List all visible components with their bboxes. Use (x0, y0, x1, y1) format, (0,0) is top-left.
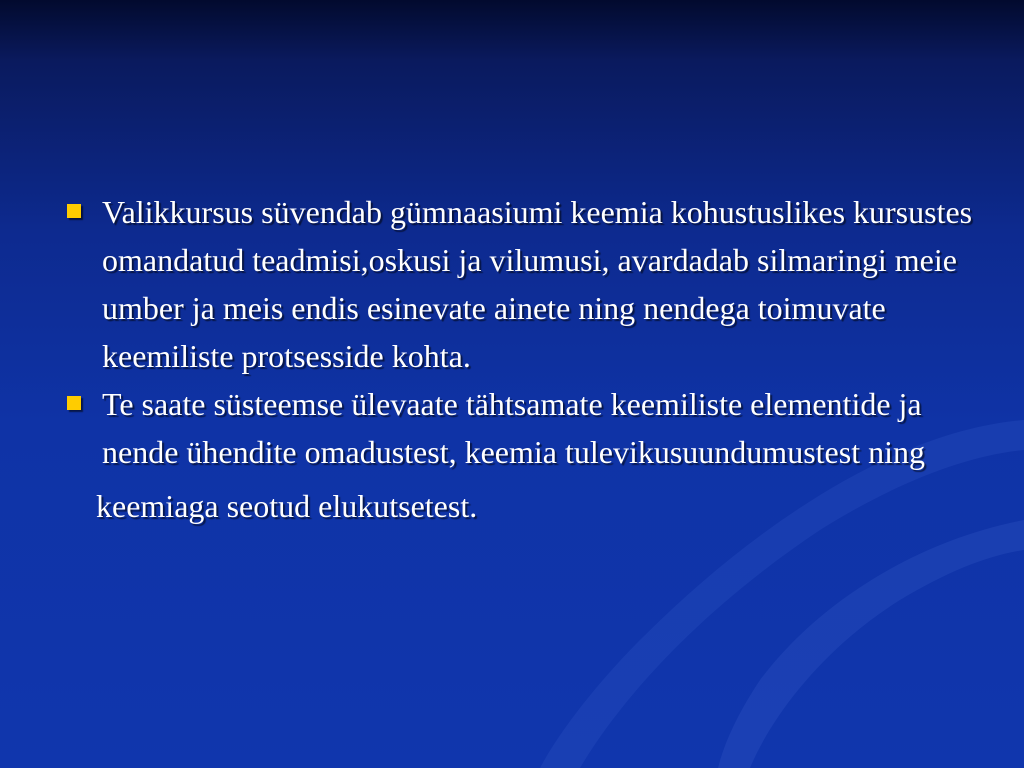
bullet-text: Te saate süsteemse ülevaate tähtsamate keemiliste elementide ja nende ühendite omadustest, keemia tulevikusuundumustest ning (102, 386, 925, 470)
bullet-list (62, 188, 982, 530)
bullet-item-1 (62, 188, 982, 380)
bullet-text: Valikkursus süvendab gümnaasiumi keemia kohustuslikes kursustes omandatud teadmisi,oskusi ja vilumusi, avardadab silmaringi meie umber ja meis endis esinevate ainete ning nendega toimuvate keemiliste protsesside kohta. (102, 194, 973, 374)
bullet-square-icon (67, 204, 81, 218)
continuation-line: keemiaga seotud elukutsetest. (96, 488, 478, 524)
bullet-item-2 (62, 380, 982, 476)
bullet-square-icon (67, 396, 81, 410)
